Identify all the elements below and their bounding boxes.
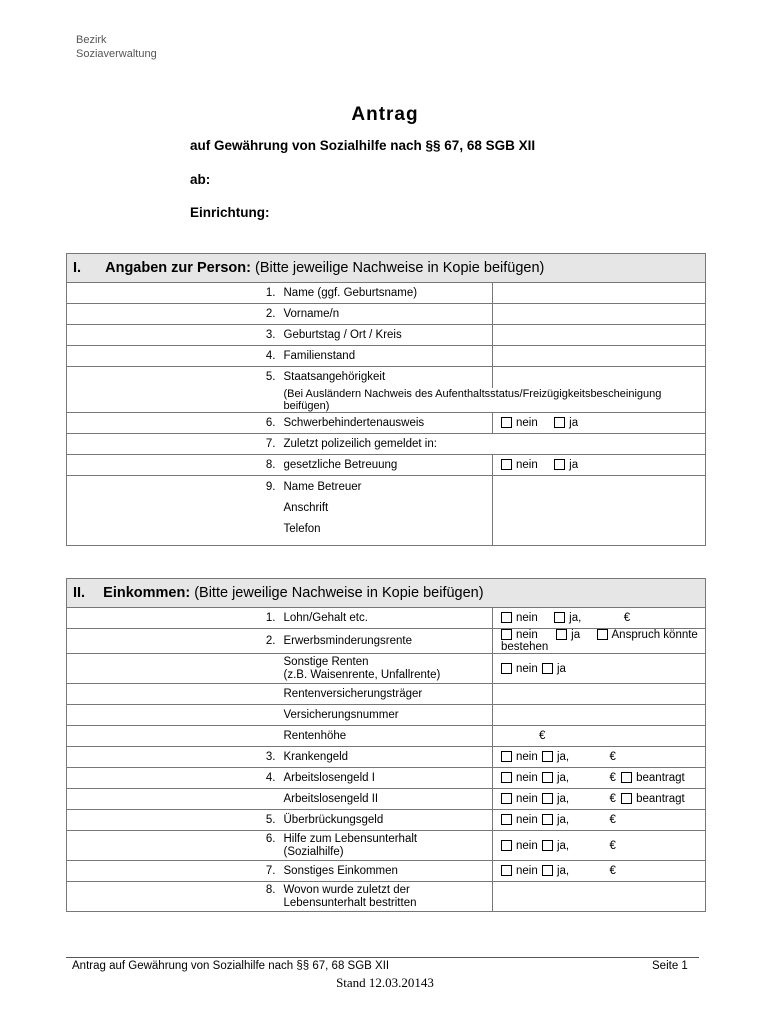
euro-label: € — [609, 772, 616, 784]
checkbox-label: ja — [569, 416, 579, 429]
row-number: 2. — [67, 304, 280, 325]
euro-label: € — [609, 793, 616, 805]
checkbox-label: nein — [516, 814, 538, 826]
betreuer-anschrift-label: Anschrift — [283, 501, 329, 514]
checkbox-nein[interactable] — [501, 772, 512, 783]
row-number: 4. — [67, 346, 280, 367]
document-title: Antrag — [351, 104, 419, 125]
row-number — [67, 705, 280, 726]
section-1-note: (Bitte jeweilige Nachweise in Kopie beifügen) — [254, 260, 545, 276]
footer-divider — [66, 957, 699, 958]
table-row — [67, 747, 706, 768]
row-number — [67, 654, 280, 684]
row-label: Geburtstag / Ort / Kreis — [280, 325, 493, 346]
stand-date: Stand 12.03.20143 — [336, 975, 434, 990]
table-row — [67, 789, 706, 810]
section-1-title: Angaben zur Person: — [105, 260, 251, 276]
checkbox-nein[interactable] — [501, 865, 512, 876]
row-label: Name (ggf. Geburtsname) — [280, 283, 493, 304]
row-label: Hilfe zum Lebensunterhalt — [283, 832, 418, 845]
row-number — [67, 789, 280, 810]
row-label: Arbeitslosengeld I — [280, 768, 493, 789]
table-row — [67, 705, 706, 726]
checkbox-label: ja, — [556, 839, 570, 852]
checkbox-ja[interactable] — [542, 840, 553, 851]
table-row — [67, 684, 706, 705]
row-label: Krankengeld — [280, 747, 493, 768]
checkbox-nein[interactable] — [501, 612, 512, 623]
betreuer-telefon-label: Telefon — [283, 522, 321, 535]
row-number: 7. — [67, 433, 280, 454]
checkbox-label: ja — [571, 629, 581, 641]
checkbox-label: Anspruch könnte bestehen — [501, 629, 698, 653]
row-label-sub: Lebensunterhalt bestritten — [283, 896, 417, 909]
checkbox-nein[interactable] — [501, 840, 512, 851]
table-row — [67, 433, 706, 454]
staatsangehoerigkeit-field[interactable] — [493, 367, 706, 388]
checkbox-label: nein — [516, 772, 538, 784]
checkbox-ja[interactable] — [542, 793, 553, 804]
checkbox-beantragt[interactable] — [621, 772, 632, 783]
section-2-table — [66, 578, 706, 912]
checkbox-ja[interactable] — [542, 772, 553, 783]
section-1-roman: I. — [73, 260, 82, 276]
checkbox-nein[interactable] — [501, 459, 512, 470]
table-row — [67, 325, 706, 346]
row-number — [67, 388, 280, 413]
row-number: 9. — [67, 475, 280, 545]
row-number: 2. — [67, 629, 280, 654]
table-row — [67, 304, 706, 325]
checkbox-ja[interactable] — [554, 612, 565, 623]
row-label: Schwerbehindertenausweis — [280, 412, 493, 433]
section-2-title: Einkommen: — [103, 585, 191, 601]
section-2-note: (Bitte jeweilige Nachweise in Kopie beifügen) — [194, 585, 484, 601]
checkbox-label: ja, — [556, 793, 570, 805]
row-number: 5. — [67, 367, 280, 388]
checkbox-nein[interactable] — [501, 814, 512, 825]
geburtstag-field[interactable] — [493, 325, 706, 346]
checkbox-ja[interactable] — [542, 751, 553, 762]
row-label: Vorname/n — [280, 304, 493, 325]
checkbox-label: nein — [516, 629, 538, 641]
table-row — [67, 454, 706, 475]
row-label: Arbeitslosengeld II — [280, 789, 493, 810]
euro-label: € — [609, 839, 616, 852]
checkbox-label: ja, — [556, 865, 570, 877]
checkbox-label: nein — [516, 612, 538, 624]
checkbox-ja[interactable] — [556, 629, 567, 640]
vorname-field[interactable] — [493, 304, 706, 325]
row-number — [67, 726, 280, 747]
checkbox-label: beantragt — [636, 793, 685, 805]
row-number: 3. — [67, 747, 280, 768]
betreuer-field[interactable] — [493, 475, 706, 545]
row-number: 8. — [67, 882, 280, 912]
page-number: Seite 1 — [652, 960, 688, 972]
row-label-sub: (z.B. Waisenrente, Unfallrente) — [283, 668, 441, 681]
checkbox-label: nein — [516, 839, 538, 852]
row-number: 1. — [67, 608, 280, 629]
row-label: gesetzliche Betreuung — [280, 454, 493, 475]
checkbox-nein[interactable] — [501, 793, 512, 804]
checkbox-ja[interactable] — [542, 814, 553, 825]
table-row — [67, 629, 706, 654]
ab-label: ab: — [190, 172, 211, 187]
checkbox-label: ja, — [556, 751, 570, 763]
row-label: Familienstand — [280, 346, 493, 367]
checkbox-ja[interactable] — [554, 417, 565, 428]
table-row — [67, 726, 706, 747]
row-label: Wovon wurde zuletzt der — [283, 883, 410, 896]
euro-label: € — [539, 730, 546, 742]
checkbox-label: ja, — [556, 814, 570, 826]
document-subtitle: auf Gewährung von Sozialhilfe nach §§ 67, 68 SGB XII — [190, 138, 536, 153]
table-row — [67, 475, 706, 545]
betreuer-name-label: Name Betreuer — [283, 480, 362, 493]
row-number: 4. — [67, 768, 280, 789]
checkbox-label: nein — [516, 865, 538, 877]
row-label: Versicherungsnummer — [280, 705, 493, 726]
table-row — [67, 388, 706, 413]
row-number: 6. — [67, 412, 280, 433]
table-row — [67, 810, 706, 831]
checkbox-ja[interactable] — [554, 459, 565, 470]
section-1-table — [66, 253, 706, 546]
table-row — [67, 346, 706, 367]
checkbox-nein[interactable] — [501, 751, 512, 762]
row-label: Überbrückungsgeld — [280, 810, 493, 831]
checkbox-label: ja — [569, 458, 579, 471]
checkbox-label: ja, — [569, 612, 582, 624]
table-row — [67, 768, 706, 789]
row-label: Zuletzt polizeilich gemeldet in: — [280, 433, 706, 454]
einrichtung-label: Einrichtung: — [190, 205, 270, 220]
row-label-sub: (Sozialhilfe) — [283, 845, 344, 858]
name-field[interactable] — [493, 283, 706, 304]
row-number: 3. — [67, 325, 280, 346]
familienstand-field[interactable] — [493, 346, 706, 367]
checkbox-nein[interactable] — [501, 629, 512, 640]
table-row — [67, 861, 706, 882]
versicherungsnummer-field[interactable] — [493, 705, 706, 726]
euro-label: € — [609, 814, 616, 826]
euro-label: € — [609, 751, 616, 763]
checkbox-label: ja, — [556, 772, 570, 784]
row-label: Sonstiges Einkommen — [280, 861, 493, 882]
rentenversicherung-field[interactable] — [493, 684, 706, 705]
checkbox-ja[interactable] — [542, 865, 553, 876]
table-row — [67, 882, 706, 912]
euro-label: € — [623, 612, 631, 624]
row-label: Rentenversicherungsträger — [280, 684, 493, 705]
section-2-roman: II. — [73, 585, 86, 601]
row-label: Erwerbsminderungsrente — [280, 629, 493, 654]
checkbox-label: nein — [516, 458, 538, 471]
checkbox-nein[interactable] — [501, 417, 512, 428]
header-district: Bezirk — [76, 34, 107, 46]
checkbox-label: nein — [516, 416, 538, 429]
checkbox-beantragt[interactable] — [621, 793, 632, 804]
checkbox-anspruch[interactable] — [597, 629, 608, 640]
row-number: 5. — [67, 810, 280, 831]
checkbox-label: beantragt — [636, 772, 685, 784]
row-label: Rentenhöhe — [280, 726, 493, 747]
checkbox-label: nein — [516, 751, 538, 763]
checkbox-label: ja — [556, 662, 566, 675]
row-number: 8. — [67, 454, 280, 475]
header-department: Soziaverwaltung — [76, 48, 157, 60]
table-row — [67, 608, 706, 629]
footer-title: Antrag auf Gewährung von Sozialhilfe nach §§ 67, 68 SGB XII — [72, 960, 390, 972]
table-row — [67, 283, 706, 304]
checkbox-label: nein — [516, 662, 538, 675]
row-number: 7. — [67, 861, 280, 882]
table-row — [67, 412, 706, 433]
checkbox-label: nein — [516, 793, 538, 805]
section-1-header — [67, 254, 706, 283]
auslaender-note: (Bei Ausländern Nachweis des Aufenthaltsstatus/Freizügigkeitsbescheinigung beifügen) — [280, 388, 706, 413]
row-number: 1. — [67, 283, 280, 304]
table-row — [67, 654, 706, 684]
row-number: 6. — [67, 831, 280, 861]
euro-label: € — [609, 865, 616, 877]
row-label: Staatsangehörigkeit — [280, 367, 493, 388]
table-row — [67, 831, 706, 861]
row-label: Lohn/Gehalt etc. — [280, 608, 493, 629]
row-number — [67, 684, 280, 705]
row-label: Sonstige Renten — [283, 655, 369, 668]
checkbox-ja[interactable] — [542, 663, 553, 674]
checkbox-nein[interactable] — [501, 663, 512, 674]
section-2-header — [67, 579, 706, 608]
table-row — [67, 367, 706, 388]
lebensunterhalt-field[interactable] — [493, 882, 706, 912]
